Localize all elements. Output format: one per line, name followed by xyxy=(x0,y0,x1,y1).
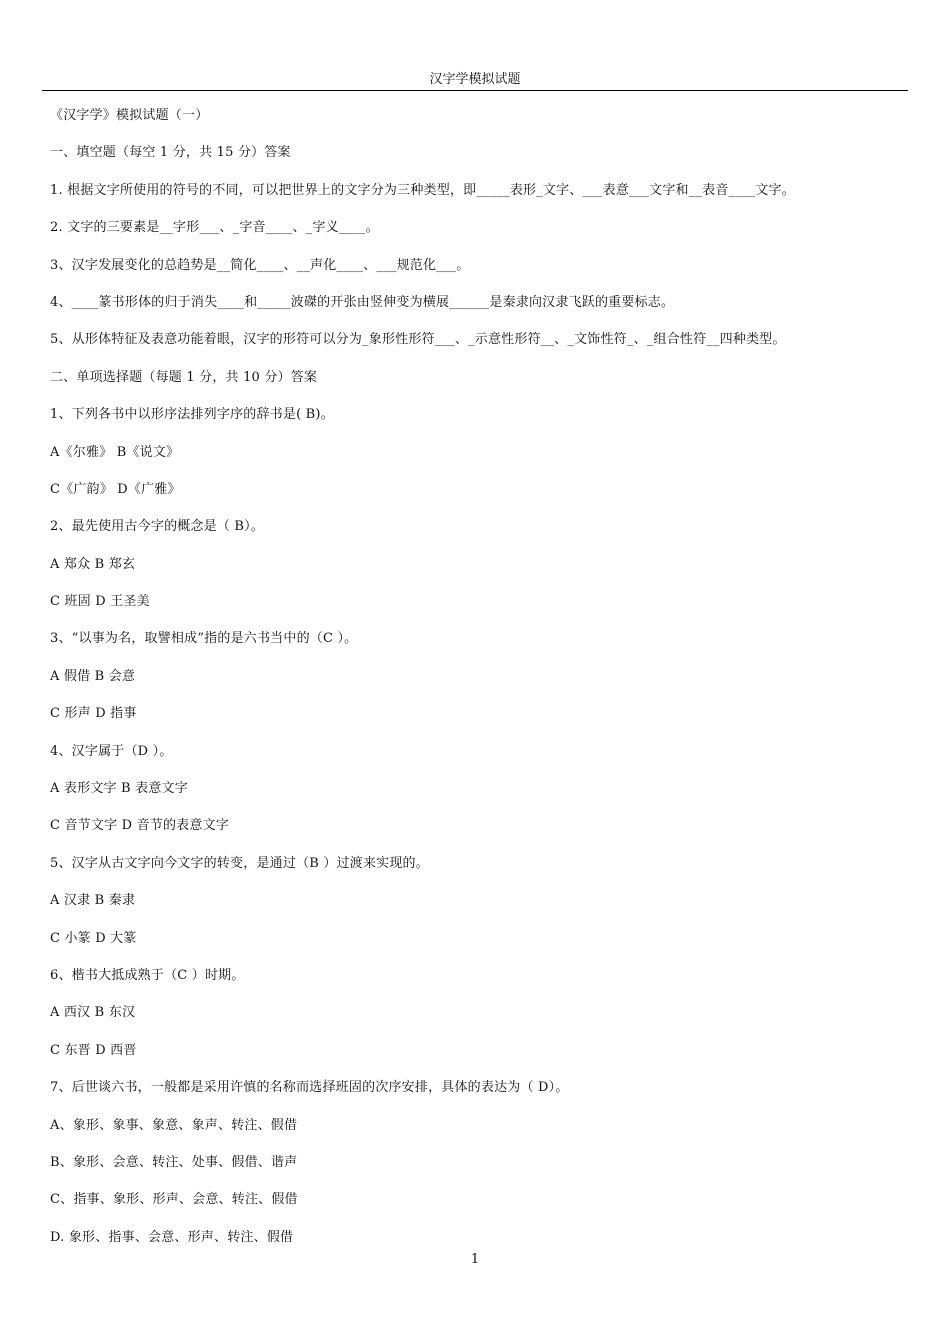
fill-blank-question-1: 1. 根据文字所使用的符号的不同，可以把世界上的文字分为三种类型，即_____表形_文字、___表意___文字和__表音____文字。 xyxy=(50,182,795,198)
choice-question-4: 4、汉字属于（D ）。 xyxy=(50,743,173,759)
choice-options: A 假借 B 会意 xyxy=(50,668,136,684)
choice-options: A 西汉 B 东汉 xyxy=(50,1005,136,1021)
choice-options: A《尔雅》 B《说文》 xyxy=(50,444,180,460)
choice-options: C 形声 D 指事 xyxy=(50,706,137,722)
choice-options: C 东晋 D 西晋 xyxy=(50,1042,137,1058)
choice-question-5: 5、汉字从古文字向今文字的转变，是通过（B ）过渡来实现的。 xyxy=(50,855,429,871)
fill-blank-question-5: 5、从形体特征及表意功能着眼，汉字的形符可以分为_象形性形符___、_示意性形符__、_文饰性符_、_组合性符__四种类型。 xyxy=(50,332,786,348)
choice-option-c: C、指事、象形、形声、会意、转注、假借 xyxy=(50,1192,298,1208)
choice-options: A 汉隶 B 秦隶 xyxy=(50,893,136,909)
page-header xyxy=(42,70,908,91)
choice-options: A 郑众 B 郑玄 xyxy=(50,556,136,572)
page-header-title: 汉字学模拟试题 xyxy=(429,72,521,87)
fill-blank-question-4: 4、____篆书形体的归于消失____和_____波磔的开张由竖伸变为横展______是秦隶向汉隶飞跃的重要标志。 xyxy=(50,294,675,310)
section-heading-single-choice: 二、单项选择题（每题 1 分，共 10 分）答案 xyxy=(50,369,318,385)
choice-question-7: 7、后世谈六书，一般都是采用许慎的名称而选择班固的次序安排，具体的表达为（ D）。 xyxy=(50,1080,569,1096)
choice-question-3: 3、“以事为名，取譬相成”指的是六书当中的（C ）。 xyxy=(50,631,358,647)
choice-options: A 表形文字 B 表意文字 xyxy=(50,781,188,797)
fill-blank-question-3: 3、汉字发展变化的总趋势是__简化____、__声化____、___规范化___。 xyxy=(50,257,470,273)
choice-option-b: B、象形、会意、转注、处事、假借、谐声 xyxy=(50,1154,298,1170)
choice-question-1: 1、下列各书中以形序法排列字序的辞书是( B)。 xyxy=(50,407,334,423)
choice-options: C 班固 D 王圣美 xyxy=(50,594,150,610)
section-heading-fill-blank: 一、填空题（每空 1 分，共 15 分）答案 xyxy=(50,145,291,161)
choice-option-d: D. 象形、指事、会意、形声、转注、假借 xyxy=(50,1229,294,1245)
fill-blank-question-2: 2. 文字的三要素是__字形___、_字音____、_字义____。 xyxy=(50,220,379,236)
choice-question-2: 2、最先使用古今字的概念是（ B）。 xyxy=(50,519,265,535)
choice-options: C《广韵》 D《广雅》 xyxy=(50,481,181,497)
choice-option-a: A、象形、象事、象意、象声、转注、假借 xyxy=(50,1117,298,1133)
choice-options: C 小篆 D 大篆 xyxy=(50,930,137,946)
choice-question-6: 6、楷书大抵成熟于（C ）时期。 xyxy=(50,967,245,983)
document-body xyxy=(50,106,910,1265)
doc-title: 《汉字学》模拟试题（一） xyxy=(50,108,209,123)
page-number: 1 xyxy=(470,1252,480,1267)
choice-options: C 音节文字 D 音节的表意文字 xyxy=(50,818,229,834)
